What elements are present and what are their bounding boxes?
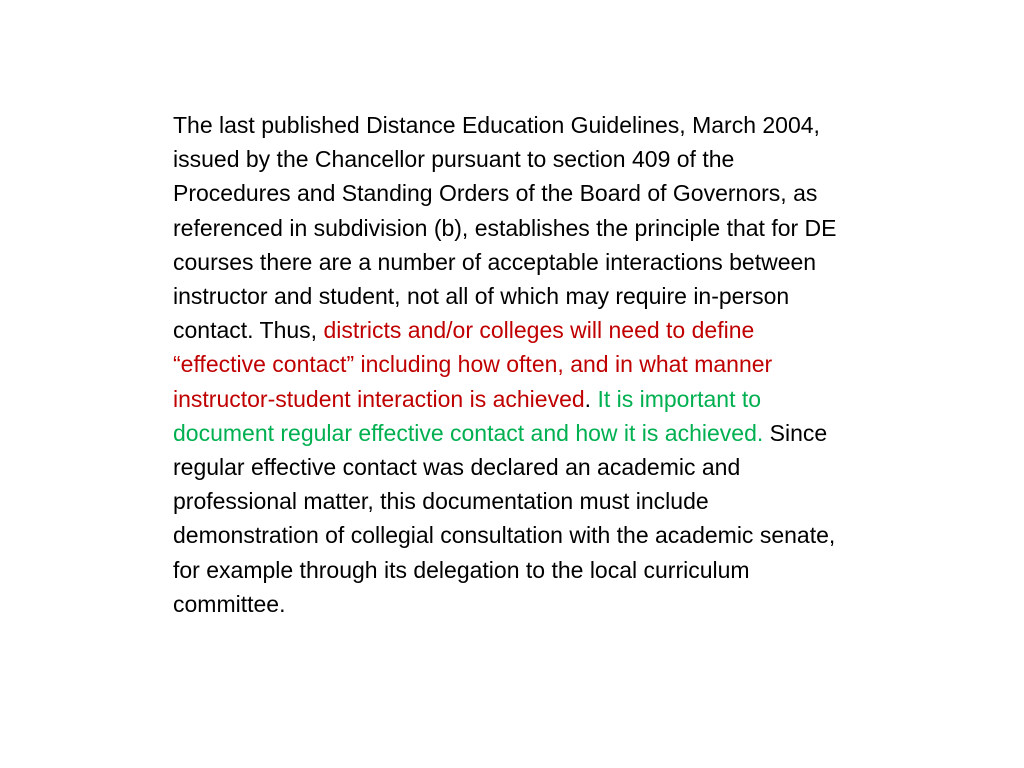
body-paragraph	[173, 108, 853, 621]
text-segment-intro: The last published Distance Education Guidelines, March 2004, issued by the Chancellor pursuant to section 409 of the Procedures and Standing Orders of the Board of Governors, as referenced in subdivision (b), establishes the principle that for DE courses there are a number of acceptable interactions between instructor and student, not all of which may require in-person contact. Thus,	[173, 112, 837, 344]
text-segment-conclusion: Since regular effective contact was declared an academic and professional matter, this documentation must include demonstration of collegial consultation with the academic senate, for example through its delegation to the local curriculum committee.	[173, 419, 836, 617]
text-segment-highlight-green: It is important to document regular effective contact and how it is achieved.	[173, 385, 764, 446]
text-segment-period: .	[584, 385, 598, 412]
text-segment-highlight-red: districts and/or colleges will need to define “effective contact” including how often, and in what manner instructor-student interaction is achieved	[173, 317, 773, 412]
